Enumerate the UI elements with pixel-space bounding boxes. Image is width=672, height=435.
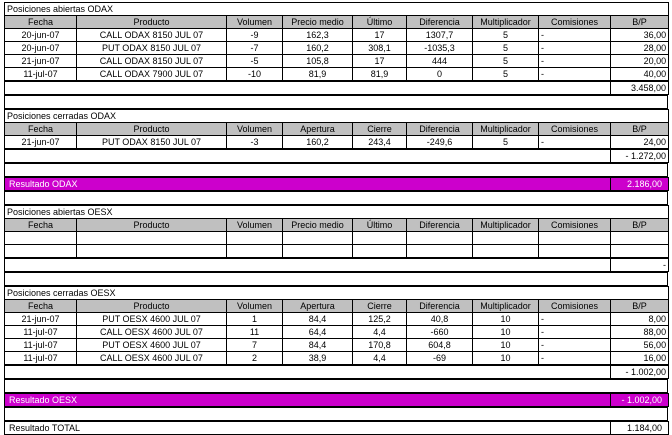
total-row xyxy=(5,82,669,95)
table-row xyxy=(5,326,669,339)
cell-producto: CALL OESX 4600 JUL 07 xyxy=(77,352,227,365)
total-final-row xyxy=(5,422,669,435)
cell-dash: - xyxy=(539,352,611,365)
resultado-odax-bar xyxy=(4,177,669,191)
cell-dash: - xyxy=(539,339,611,352)
cell-apertura: 84,4 xyxy=(283,313,353,326)
cell-diferencia: 444 xyxy=(407,55,473,68)
cell-multiplicador: 5 xyxy=(473,29,539,42)
total-value: - 1.002,00 xyxy=(611,366,669,379)
cell-multiplicador: 10 xyxy=(473,313,539,326)
cell-precio: 160,2 xyxy=(283,42,353,55)
cell-dash: - xyxy=(539,29,611,42)
cell-cierre: 243,4 xyxy=(353,136,407,149)
cell-dash: - xyxy=(539,42,611,55)
cell-diferencia: 604,8 xyxy=(407,339,473,352)
cell-comisiones: 24,00 xyxy=(611,136,669,149)
col-ultimo: Último xyxy=(353,219,407,232)
cell-volumen: -9 xyxy=(227,29,283,42)
col-ultimo: Último xyxy=(353,16,407,29)
col-volumen: Volumen xyxy=(227,300,283,313)
col-fecha: Fecha xyxy=(5,219,77,232)
cell-diferencia: 40,8 xyxy=(407,313,473,326)
cell-precio: 162,3 xyxy=(283,29,353,42)
col-producto: Producto xyxy=(77,219,227,232)
cell-fecha: 21-jun-07 xyxy=(5,136,77,149)
result-row xyxy=(5,178,669,191)
table-row xyxy=(5,29,669,42)
col-precio-medio: Precio medio xyxy=(283,219,353,232)
col-diferencia: Diferencia xyxy=(407,16,473,29)
oesx-open-total xyxy=(4,258,669,272)
cell-producto: PUT ODAX 8150 JUL 07 xyxy=(77,136,227,149)
total-value: - xyxy=(611,259,669,272)
cell-volumen: 1 xyxy=(227,313,283,326)
table-oesx-open xyxy=(4,205,669,258)
cell-comisiones: 40,00 xyxy=(611,68,669,81)
cell-multiplicador: 5 xyxy=(473,42,539,55)
total-row xyxy=(5,259,669,272)
table-header-row xyxy=(5,300,669,313)
cell-volumen: 7 xyxy=(227,339,283,352)
total-row xyxy=(5,150,669,163)
col-fecha: Fecha xyxy=(5,16,77,29)
oesx-closed-total xyxy=(4,365,669,379)
cell-producto: PUT ODAX 8150 JUL 07 xyxy=(77,42,227,55)
result-value: 2.186,00 xyxy=(611,178,669,191)
result-value: - 1.002,00 xyxy=(611,394,669,407)
col-volumen: Volumen xyxy=(227,123,283,136)
cell-fecha: 11-jul-07 xyxy=(5,68,77,81)
col-multiplicador: Multiplicador xyxy=(473,16,539,29)
total-spacer xyxy=(5,366,611,379)
col-fecha: Fecha xyxy=(5,300,77,313)
cell-producto: CALL ODAX 8150 JUL 07 xyxy=(77,55,227,68)
table-header-row xyxy=(5,123,669,136)
col-volumen: Volumen xyxy=(227,16,283,29)
total-final-label: Resultado TOTAL xyxy=(5,422,611,435)
total-spacer xyxy=(5,82,611,95)
section-title: Posiciones abiertas OESX xyxy=(5,206,669,219)
table-row xyxy=(5,55,669,68)
section-title-row xyxy=(5,206,669,219)
section-title-row xyxy=(5,110,669,123)
cell-multiplicador: 10 xyxy=(473,352,539,365)
table-header-row xyxy=(5,16,669,29)
cell-diferencia: 1307,7 xyxy=(407,29,473,42)
cell-ultimo: 17 xyxy=(353,55,407,68)
cell-multiplicador: 5 xyxy=(473,55,539,68)
cell-comisiones: 88,00 xyxy=(611,326,669,339)
table-row-empty xyxy=(5,245,669,258)
table-row xyxy=(5,339,669,352)
table-oesx-closed xyxy=(4,286,669,365)
cell-dash: - xyxy=(539,326,611,339)
cell-diferencia: -660 xyxy=(407,326,473,339)
total-row xyxy=(5,366,669,379)
table-header-row xyxy=(5,219,669,232)
col-multiplicador: Multiplicador xyxy=(473,123,539,136)
col-diferencia: Diferencia xyxy=(407,219,473,232)
cell-ultimo: 81,9 xyxy=(353,68,407,81)
cell-apertura: 160,2 xyxy=(283,136,353,149)
col-comisiones: Comisiones xyxy=(539,219,611,232)
cell-producto: PUT OESX 4600 JUL 07 xyxy=(77,339,227,352)
col-producto: Producto xyxy=(77,300,227,313)
spacer-6 xyxy=(4,407,668,421)
cell-fecha: 11-jul-07 xyxy=(5,352,77,365)
cell-multiplicador: 10 xyxy=(473,339,539,352)
col-diferencia: Diferencia xyxy=(407,123,473,136)
col-bp: B/P xyxy=(611,16,669,29)
cell-apertura: 84,4 xyxy=(283,339,353,352)
total-final-value: 1.184,00 xyxy=(611,422,669,435)
col-precio-medio: Precio medio xyxy=(283,16,353,29)
cell-apertura: 64,4 xyxy=(283,326,353,339)
cell-diferencia: -69 xyxy=(407,352,473,365)
table-row xyxy=(5,68,669,81)
col-comisiones: Comisiones xyxy=(539,300,611,313)
cell-comisiones: 36,00 xyxy=(611,29,669,42)
cell-cierre: 4,4 xyxy=(353,326,407,339)
section-title-row xyxy=(5,287,669,300)
col-producto: Producto xyxy=(77,16,227,29)
cell-multiplicador: 5 xyxy=(473,68,539,81)
spacer-1 xyxy=(4,95,668,109)
cell-comisiones: 20,00 xyxy=(611,55,669,68)
table-row-empty xyxy=(5,232,669,245)
cell-multiplicador: 5 xyxy=(473,136,539,149)
section-title: Posiciones abiertas ODAX xyxy=(5,3,669,16)
cell-precio: 81,9 xyxy=(283,68,353,81)
cell-diferencia: 0 xyxy=(407,68,473,81)
cell-volumen: -10 xyxy=(227,68,283,81)
cell-fecha: 21-jun-07 xyxy=(5,55,77,68)
table-odax-open xyxy=(4,2,669,81)
cell-comisiones: 8,00 xyxy=(611,313,669,326)
cell-dash: - xyxy=(539,55,611,68)
result-label: Resultado OESX xyxy=(5,394,611,407)
result-label: Resultado ODAX xyxy=(5,178,611,191)
cell-producto: CALL ODAX 7900 JUL 07 xyxy=(77,68,227,81)
cell-volumen: 2 xyxy=(227,352,283,365)
table-row xyxy=(5,42,669,55)
col-bp: B/P xyxy=(611,123,669,136)
cell-fecha: 11-jul-07 xyxy=(5,326,77,339)
total-spacer xyxy=(5,259,611,272)
resultado-oesx-bar xyxy=(4,393,669,407)
table-row xyxy=(5,352,669,365)
cell-cierre: 4,4 xyxy=(353,352,407,365)
cell-volumen: -3 xyxy=(227,136,283,149)
col-bp: B/P xyxy=(611,300,669,313)
col-multiplicador: Multiplicador xyxy=(473,300,539,313)
col-cierre: Cierre xyxy=(353,123,407,136)
section-title-row xyxy=(5,3,669,16)
cell-dash: - xyxy=(539,68,611,81)
table-row xyxy=(5,313,669,326)
cell-producto: PUT OESX 4600 JUL 07 xyxy=(77,313,227,326)
col-comisiones: Comisiones xyxy=(539,16,611,29)
cell-cierre: 170,8 xyxy=(353,339,407,352)
col-cierre: Cierre xyxy=(353,300,407,313)
odax-open-total xyxy=(4,81,669,95)
spacer-4 xyxy=(4,272,668,286)
cell-comisiones: 16,00 xyxy=(611,352,669,365)
cell-volumen: -7 xyxy=(227,42,283,55)
cell-fecha: 11-jul-07 xyxy=(5,339,77,352)
table-odax-closed xyxy=(4,109,669,149)
cell-comisiones: 56,00 xyxy=(611,339,669,352)
spacer-2 xyxy=(4,163,668,177)
cell-volumen: 11 xyxy=(227,326,283,339)
result-row xyxy=(5,394,669,407)
odax-closed-total xyxy=(4,149,669,163)
cell-ultimo: 308,1 xyxy=(353,42,407,55)
cell-apertura: 38,9 xyxy=(283,352,353,365)
resultado-total-bar xyxy=(4,421,669,435)
col-multiplicador: Multiplicador xyxy=(473,219,539,232)
cell-ultimo: 17 xyxy=(353,29,407,42)
cell-diferencia: -249,6 xyxy=(407,136,473,149)
cell-fecha: 20-jun-07 xyxy=(5,29,77,42)
col-producto: Producto xyxy=(77,123,227,136)
table-row xyxy=(5,136,669,149)
cell-producto: CALL ODAX 8150 JUL 07 xyxy=(77,29,227,42)
spacer-3 xyxy=(4,191,668,205)
col-volumen: Volumen xyxy=(227,219,283,232)
cell-precio: 105,8 xyxy=(283,55,353,68)
col-diferencia: Diferencia xyxy=(407,300,473,313)
col-apertura: Apertura xyxy=(283,123,353,136)
cell-volumen: -5 xyxy=(227,55,283,68)
cell-fecha: 21-jun-07 xyxy=(5,313,77,326)
cell-diferencia: -1035,3 xyxy=(407,42,473,55)
total-value: 3.458,00 xyxy=(611,82,669,95)
cell-multiplicador: 10 xyxy=(473,326,539,339)
col-bp: B/P xyxy=(611,219,669,232)
total-spacer xyxy=(5,150,611,163)
col-fecha: Fecha xyxy=(5,123,77,136)
cell-dash: - xyxy=(539,136,611,149)
spacer-5 xyxy=(4,379,668,393)
section-title: Posiciones cerradas OESX xyxy=(5,287,669,300)
total-value: - 1.272,00 xyxy=(611,150,669,163)
cell-comisiones: 28,00 xyxy=(611,42,669,55)
col-apertura: Apertura xyxy=(283,300,353,313)
cell-fecha: 20-jun-07 xyxy=(5,42,77,55)
cell-cierre: 125,2 xyxy=(353,313,407,326)
cell-producto: CALL OESX 4600 JUL 07 xyxy=(77,326,227,339)
cell-dash: - xyxy=(539,313,611,326)
col-comisiones: Comisiones xyxy=(539,123,611,136)
section-title: Posiciones cerradas ODAX xyxy=(5,110,669,123)
